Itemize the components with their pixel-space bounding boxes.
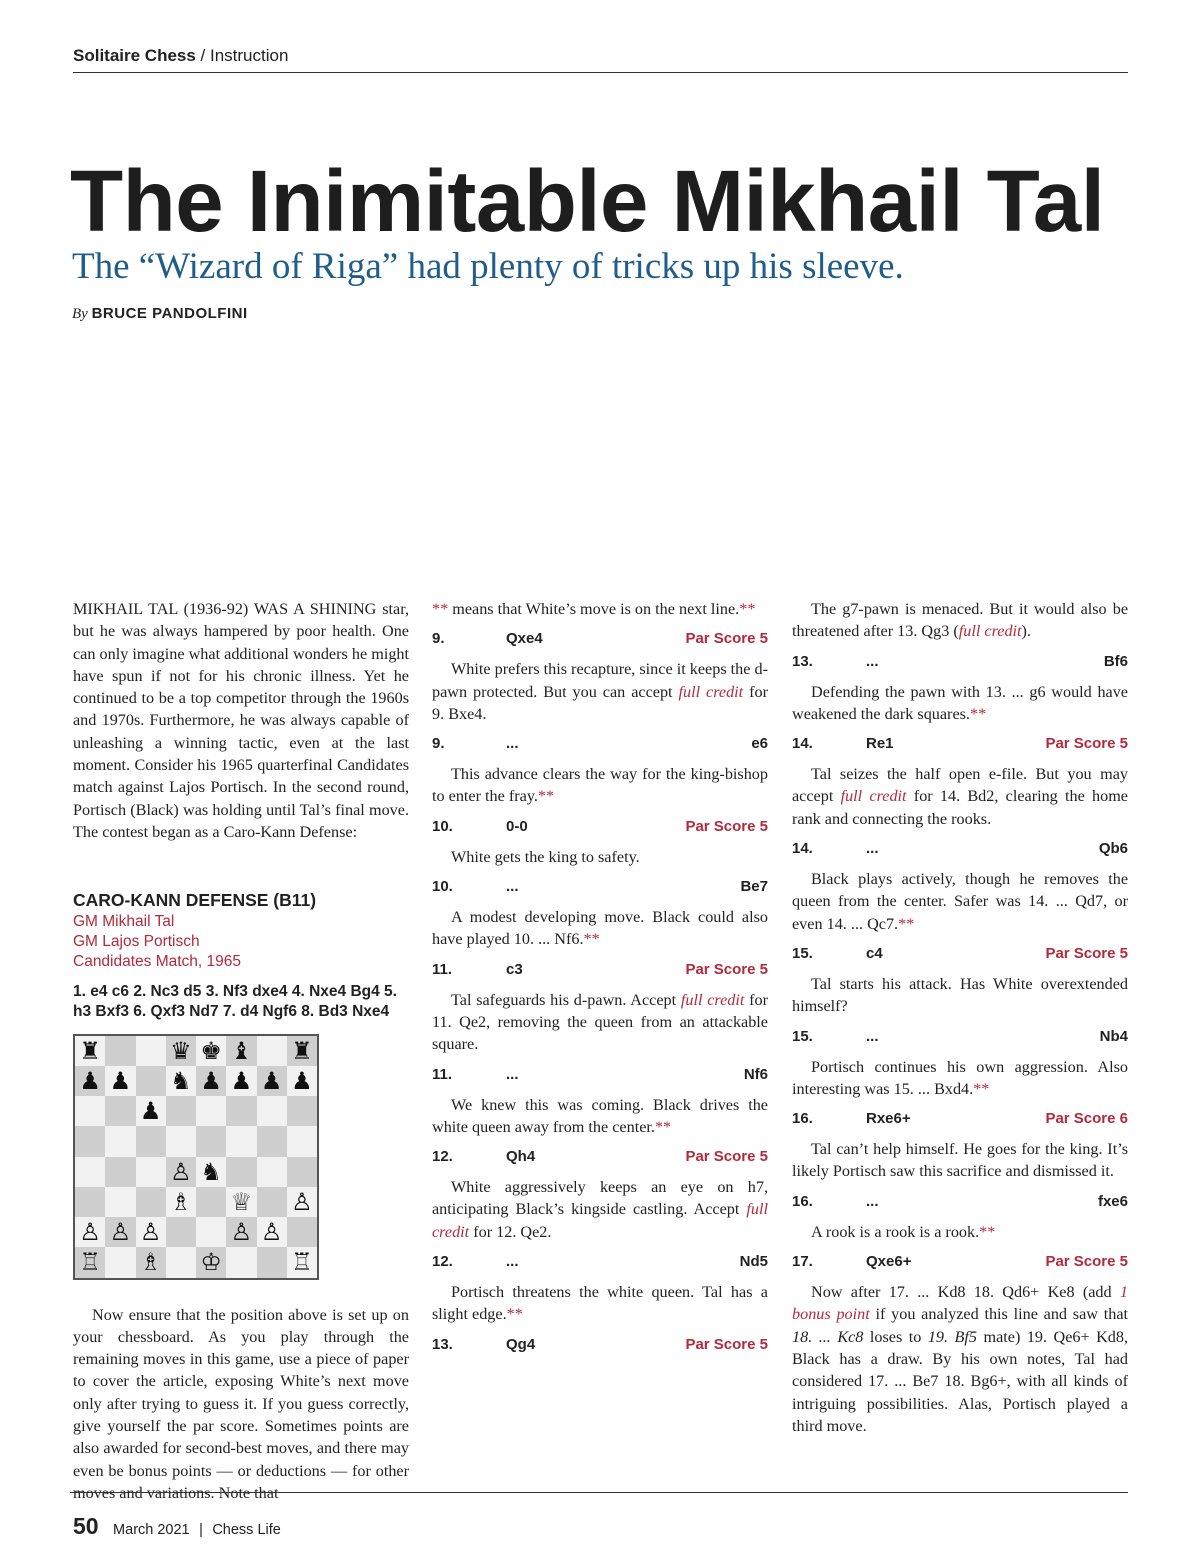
move: Qxe6+ bbox=[866, 1253, 912, 1271]
author-name: BRUCE PANDOLFINI bbox=[91, 305, 248, 322]
move: Rxe6+ bbox=[866, 1110, 911, 1128]
board-square bbox=[226, 1126, 256, 1156]
move: Nb4 bbox=[1099, 1027, 1128, 1045]
board-square bbox=[105, 1126, 135, 1156]
move: Nd5 bbox=[739, 1253, 768, 1271]
move-number: 17. bbox=[792, 1253, 813, 1271]
board-square-piece: ♛ bbox=[166, 1036, 196, 1066]
board-square-piece: ♟ bbox=[196, 1066, 226, 1096]
move-row bbox=[432, 960, 768, 980]
move: Nf6 bbox=[743, 1065, 768, 1083]
board-square bbox=[105, 1187, 135, 1217]
board-square bbox=[257, 1187, 287, 1217]
move-number: 12. bbox=[432, 1253, 453, 1271]
board-square-piece: ♙ bbox=[287, 1187, 317, 1217]
move-comment: Portisch continues his own aggression. Also interesting was 15. ... Bxd4.** bbox=[792, 1057, 1128, 1098]
board-square bbox=[196, 1217, 226, 1247]
footer-rule bbox=[70, 1492, 1128, 1493]
move: Bf6 bbox=[1103, 652, 1128, 670]
board-square-piece: ♟ bbox=[226, 1066, 256, 1096]
board-square-piece: ♔ bbox=[196, 1247, 226, 1277]
full-credit: full credit bbox=[678, 682, 744, 701]
move-comment: A rook is a rook is a rook.** bbox=[811, 1222, 996, 1241]
board-square-piece: ♙ bbox=[136, 1217, 166, 1247]
move-number: 11. bbox=[432, 1065, 453, 1083]
move-number: 14. bbox=[792, 735, 813, 753]
board-square bbox=[105, 1247, 135, 1277]
move-comment: The g7-pawn is menaced. But it would also be threatened after 13. Qg3 (full credit). bbox=[792, 600, 1128, 641]
section-name: Solitaire Chess bbox=[73, 46, 196, 65]
board-square bbox=[166, 1217, 196, 1247]
move-comment: Tal safeguards his d-pawn. Accept full credit for 11. Qe2, removing the queen from an attackable square. bbox=[432, 990, 768, 1054]
move: Re1 bbox=[866, 735, 894, 753]
board-square bbox=[166, 1126, 196, 1156]
board-square-piece: ♟ bbox=[75, 1066, 105, 1096]
move: Be7 bbox=[740, 878, 768, 896]
board-square bbox=[257, 1247, 287, 1277]
board-square bbox=[75, 1126, 105, 1156]
move-number: 13. bbox=[432, 1335, 453, 1353]
board-square-piece: ♙ bbox=[75, 1217, 105, 1247]
instructions-text: Now ensure that the position above is set up on your chessboard. As you play through the remaining moves in this game, use a piece of paper to cover the article, exposing White’s next move only after trying to guess it. If you guess correctly, give yourself the par score. Sometimes points are also awarded for second-best moves, and there may even be bonus points — or deductions — for other moves and variations. Note that bbox=[73, 1305, 409, 1502]
par-score: Par Score 5 bbox=[685, 630, 768, 648]
stars-marker: ** bbox=[432, 600, 449, 618]
board-square bbox=[196, 1126, 226, 1156]
move-row bbox=[432, 1335, 768, 1355]
move-row: 9. ... e6 bbox=[432, 735, 768, 753]
board-square bbox=[75, 1096, 105, 1126]
move-comment: Tal can’t help himself. He goes for the king. It’s likely Portisch saw this sacrifice and dismissed it. bbox=[792, 1140, 1128, 1181]
move-comment: White prefers this recapture, since it keeps the d-pawn protected. But you can accept full credit for 9. Bxe4. bbox=[432, 660, 769, 723]
game-moves: 1. e4 c6 2. Nc3 d5 3. Nf3 dxe4 4. Nxe4 Bg4 5. h3 Bxf3 6. Qxf3 Nd7 7. d4 Ngf6 8. Bd3 Nxe4 bbox=[73, 982, 397, 1020]
move: Qg4 bbox=[506, 1335, 536, 1353]
column-1 bbox=[73, 598, 409, 1504]
full-credit: full credit bbox=[680, 990, 745, 1009]
move-number: 9. bbox=[432, 630, 445, 648]
move: e6 bbox=[751, 735, 768, 753]
move-row bbox=[792, 944, 1128, 964]
article-subtitle: The “Wizard of Riga” had plenty of tricks up his sleeve. bbox=[72, 246, 904, 287]
byline-by: By bbox=[72, 306, 88, 322]
move-comment: Black plays actively, though he removes the queen from the center. Safer was 14. ... Qd7, or even 14. ... Qc7.** bbox=[792, 870, 1128, 933]
instructions-paragraph bbox=[73, 1304, 409, 1505]
board-square bbox=[287, 1157, 317, 1187]
par-score: Par Score 5 bbox=[1045, 944, 1128, 962]
move: Qxe4 bbox=[506, 630, 543, 648]
board-square-piece: ♚ bbox=[196, 1036, 226, 1066]
board-square bbox=[105, 1036, 135, 1066]
move-comment: Portisch threatens the white queen. Tal has a slight edge.** bbox=[432, 1283, 768, 1324]
board-square bbox=[105, 1096, 135, 1126]
bonus-point: 1 bonus point bbox=[792, 1283, 1128, 1324]
board-square-piece: ♖ bbox=[75, 1247, 105, 1277]
move-number: 15. bbox=[792, 1027, 813, 1045]
move-number: 15. bbox=[792, 944, 813, 962]
board-square bbox=[105, 1157, 135, 1187]
move: Qh4 bbox=[506, 1148, 536, 1166]
move-row bbox=[432, 629, 768, 649]
board-square-piece: ♗ bbox=[166, 1187, 196, 1217]
game-black-player: GM Lajos Portisch bbox=[73, 932, 200, 950]
move: 0-0 bbox=[506, 817, 528, 835]
article-title: The Inimitable Mikhail Tal bbox=[70, 153, 1105, 250]
move-row bbox=[432, 1147, 768, 1167]
move-number: 14. bbox=[792, 840, 813, 858]
board-square bbox=[257, 1036, 287, 1066]
move: fxe6 bbox=[1097, 1192, 1128, 1210]
board-square bbox=[166, 1096, 196, 1126]
move-number: 16. bbox=[792, 1192, 813, 1210]
game-white-player: GM Mikhail Tal bbox=[73, 912, 175, 930]
move-row: 12. ... Nd5 bbox=[432, 1253, 768, 1271]
stars-marker: ** bbox=[739, 600, 756, 618]
move-row bbox=[792, 734, 1128, 754]
board-square-piece: ♟ bbox=[136, 1096, 166, 1126]
column-3 bbox=[792, 598, 1128, 1437]
instructions-continued bbox=[432, 598, 768, 620]
full-credit: full credit bbox=[840, 787, 907, 806]
board-square-piece: ♜ bbox=[75, 1036, 105, 1066]
move: c4 bbox=[866, 944, 883, 962]
intro-paragraph: MIKHAIL TAL (1936-92) WAS A SHINING star, but he was always hampered by poor health. One can only imagine what additional wonders he might have spun if not for his chronic illness. Yet he continued to be a top competitor through the 1960s and 1970s. Furthermore, he was always capable of unleashing a winning tactic, even at the last moment. Consider his 1965 quarterfinal Candidates match against Lajos Portisch. In the second round, Portisch (Black) was holding until Tal’s final move. The contest began as a Caro-Kann Defense: bbox=[73, 600, 409, 841]
board-square-piece: ♟ bbox=[257, 1066, 287, 1096]
board-square bbox=[136, 1066, 166, 1096]
board-square bbox=[75, 1157, 105, 1187]
move-comment: This advance clears the way for the king-bishop to enter the fray.** bbox=[432, 765, 768, 806]
subsection-name: Instruction bbox=[210, 46, 289, 65]
board-square-piece: ♗ bbox=[136, 1247, 166, 1277]
board-square bbox=[136, 1036, 166, 1066]
board-square-piece: ♙ bbox=[105, 1217, 135, 1247]
move-number: 10. bbox=[432, 817, 453, 835]
full-credit: full credit bbox=[958, 622, 1022, 641]
move-row: 11. ... Nf6 bbox=[432, 1065, 768, 1083]
board-square-piece: ♙ bbox=[166, 1157, 196, 1187]
board-square bbox=[136, 1157, 166, 1187]
board-square bbox=[257, 1126, 287, 1156]
move-comment: We knew this was coming. Black drives the white queen away from the center.** bbox=[432, 1095, 768, 1136]
instructions-text-end: means that White’s move is on the next line. bbox=[448, 600, 740, 618]
move-row bbox=[792, 1252, 1128, 1272]
move-number: 12. bbox=[432, 1148, 453, 1166]
board-square bbox=[287, 1126, 317, 1156]
board-square bbox=[257, 1096, 287, 1126]
page-number: 50 bbox=[73, 1513, 99, 1539]
par-score: Par Score 5 bbox=[685, 960, 768, 978]
board-square-piece: ♞ bbox=[196, 1157, 226, 1187]
move-row: 15. ... Nb4 bbox=[792, 1027, 1128, 1045]
move-number: 16. bbox=[792, 1110, 813, 1128]
board-square-piece: ♙ bbox=[226, 1217, 256, 1247]
board-square bbox=[257, 1157, 287, 1187]
par-score: Par Score 5 bbox=[685, 1335, 768, 1353]
move-row: 16. ... fxe6 bbox=[792, 1192, 1128, 1210]
board-square bbox=[196, 1096, 226, 1126]
move-number: 13. bbox=[792, 652, 813, 670]
page-footer bbox=[73, 1513, 281, 1540]
move-row bbox=[792, 1109, 1128, 1129]
move-row bbox=[432, 817, 768, 837]
game-opening: CARO-KANN DEFENSE (B11) bbox=[73, 890, 317, 911]
move-row: 14. ... Qb6 bbox=[792, 840, 1128, 858]
move-comment: A modest developing move. Black could also have played 10. ... Nf6.** bbox=[432, 908, 768, 949]
chess-board bbox=[73, 1034, 319, 1280]
board-square-piece: ♟ bbox=[105, 1066, 135, 1096]
move-comment: Now after 17. ... Kd8 18. Qd6+ Ke8 (add 1 bonus point if you analyzed this line and saw that 18. ... Kc8 loses to 19. Bf5 mate) 19. Qe6+ Kd8, Black has a draw. By his own notes, Tal had considered 17. ... Be7 18. Bg6+, with all kinds of intriguing possibilities. Alas, Portisch played a third move. bbox=[792, 1283, 1129, 1435]
board-square-piece: ♕ bbox=[226, 1187, 256, 1217]
move-row: 13. ... Bf6 bbox=[792, 652, 1128, 670]
board-square-piece: ♞ bbox=[166, 1066, 196, 1096]
column-2 bbox=[432, 598, 768, 1364]
header-separator: / bbox=[195, 46, 210, 65]
board-square bbox=[136, 1126, 166, 1156]
footer-separator: | bbox=[199, 1522, 203, 1538]
board-square-piece: ♟ bbox=[287, 1066, 317, 1096]
par-score: Par Score 5 bbox=[685, 817, 768, 835]
board-square bbox=[166, 1247, 196, 1277]
board-square-piece: ♜ bbox=[287, 1036, 317, 1066]
board-square bbox=[226, 1096, 256, 1126]
move-comment: White aggressively keeps an eye on h7, anticipating Black’s kingside castling. Accept full credit for 12. Qe2. bbox=[432, 1178, 768, 1241]
board-square bbox=[75, 1187, 105, 1217]
par-score: Par Score 5 bbox=[1045, 735, 1128, 753]
magazine-name: Chess Life bbox=[212, 1522, 281, 1538]
board-square bbox=[226, 1157, 256, 1187]
board-square bbox=[287, 1217, 317, 1247]
game-event: Candidates Match, 1965 bbox=[73, 952, 242, 970]
byline bbox=[72, 305, 248, 323]
board-square bbox=[136, 1187, 166, 1217]
move-comment: Tal seizes the half open e-file. But you may accept full credit for 14. Bd2, clearing the home rank and connecting the rooks. bbox=[792, 765, 1128, 828]
move-number: 9. bbox=[432, 735, 445, 753]
board-square bbox=[196, 1187, 226, 1217]
par-score: Par Score 5 bbox=[685, 1148, 768, 1166]
board-square-piece: ♖ bbox=[287, 1247, 317, 1277]
move-row: 10. ... Be7 bbox=[432, 878, 768, 896]
par-score: Par Score 5 bbox=[1045, 1253, 1128, 1271]
full-credit: full credit bbox=[432, 1200, 768, 1241]
issue-date: March 2021 bbox=[113, 1522, 190, 1538]
board-square-piece: ♙ bbox=[257, 1217, 287, 1247]
move-comment: White gets the king to safety. bbox=[451, 847, 640, 866]
move-number: 10. bbox=[432, 878, 453, 896]
board-square bbox=[287, 1096, 317, 1126]
move: c3 bbox=[506, 960, 523, 978]
move-comment: Defending the pawn with 13. ... g6 would have weakened the dark squares.** bbox=[792, 682, 1128, 723]
board-square-piece: ♝ bbox=[226, 1036, 256, 1066]
board-square bbox=[226, 1247, 256, 1277]
par-score: Par Score 6 bbox=[1045, 1110, 1128, 1128]
move: Qb6 bbox=[1098, 840, 1128, 858]
move-number: 11. bbox=[432, 960, 453, 978]
move-comment: Tal starts his attack. Has White overextended himself? bbox=[792, 974, 1128, 1016]
page-header bbox=[73, 46, 1128, 73]
